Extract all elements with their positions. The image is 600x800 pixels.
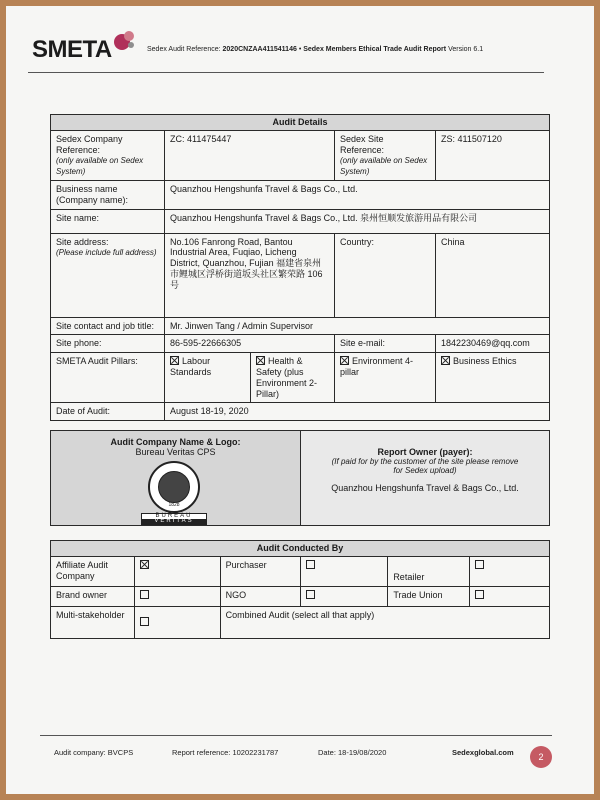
date-value: August 18-19, 2020 <box>165 403 550 421</box>
checked-box-icon <box>256 356 265 365</box>
empty-box-icon <box>475 590 484 599</box>
bureau-veritas-logo <box>141 513 207 525</box>
brand-owner-check <box>134 586 220 606</box>
site-name-label: Site name: <box>51 209 165 233</box>
business-name-label: Business name (Company name): <box>51 180 165 209</box>
logo-dots-icon <box>112 30 136 52</box>
trade-union-label: Trade Union <box>388 586 470 606</box>
purchaser-label: Purchaser <box>220 556 300 586</box>
report-owner-note: (If paid for by the customer of the site please remove for Sedex upload) <box>331 457 519 475</box>
report-owner-panel <box>301 431 549 525</box>
multi-stakeholder-label: Multi-stakeholder <box>51 606 135 638</box>
multi-stakeholder-check <box>134 606 220 638</box>
footer-company: Audit company: BVCPS <box>54 748 134 757</box>
site-name-value: Quanzhou Hengshunfa Travel & Bags Co., Ltd. 泉州恒顺发旅游用品有限公司 <box>165 209 550 233</box>
seal-year: 1828 <box>168 502 180 508</box>
pillar-labour: Labour Standards <box>165 353 251 403</box>
logo-top-text: BUREAU <box>142 514 206 519</box>
affiliate-check <box>134 556 220 586</box>
site-ref-value: ZS: 411507120 <box>436 130 550 180</box>
site-address-label: Site address: (Please include full address) <box>51 233 165 317</box>
audit-company-panel <box>51 431 301 525</box>
checked-box-icon <box>441 356 450 365</box>
pillar-environment: Environment 4-pillar <box>335 353 436 403</box>
empty-box-icon <box>306 560 315 569</box>
empty-box-icon <box>306 590 315 599</box>
email-value: 1842230469@qq.com <box>436 335 550 353</box>
company-ref-value: ZC: 411475447 <box>165 130 335 180</box>
empty-box-icon <box>140 617 149 626</box>
report-owner-value: Quanzhou Hengshunfa Travel & Bags Co., Ltd. <box>331 483 519 493</box>
audit-conducted-title: Audit Conducted By <box>51 541 550 557</box>
header-divider <box>28 72 544 73</box>
bureau-veritas-seal-icon <box>148 461 200 513</box>
contact-value: Mr. Jinwen Tang / Admin Supervisor <box>165 317 550 335</box>
checked-box-icon <box>140 560 149 569</box>
footer-site: Sedexglobal.com <box>452 748 514 757</box>
page-header <box>32 28 552 68</box>
ngo-label: NGO <box>220 586 300 606</box>
combined-audit-label: Combined Audit (select all that apply) <box>220 606 549 638</box>
checked-box-icon <box>170 356 179 365</box>
retailer-check <box>470 556 550 586</box>
pillar-business-ethics: Business Ethics <box>436 353 550 403</box>
empty-box-icon <box>140 590 149 599</box>
site-address-value: No.106 Fanrong Road, Bantou Industrial Area, Fuqiao, Licheng District, Quanzhou, Fujian 福建省泉州市鲤城区浮桥街道坂头社区繁荣路 106 号 <box>165 233 335 317</box>
checked-box-icon <box>340 356 349 365</box>
report-owner-label: Report Owner (payer): <box>377 447 473 457</box>
ngo-check <box>300 586 388 606</box>
footer-divider <box>40 735 552 736</box>
audit-company-box <box>50 430 550 526</box>
audit-conducted-table <box>50 540 550 639</box>
retailer-label: Retailer <box>388 556 470 586</box>
audit-company-name: Bureau Veritas CPS <box>135 447 216 457</box>
audit-details-table <box>50 114 550 421</box>
footer-date: Date: 18-19/08/2020 <box>318 748 387 757</box>
business-name-value: Quanzhou Hengshunfa Travel & Bags Co., Ltd. <box>165 180 550 209</box>
trade-union-check <box>470 586 550 606</box>
company-ref-label: Sedex Company Reference: (only available on Sedex System) <box>51 130 165 180</box>
header-reference: Sedex Audit Reference: 2020CNZAA411541146 • Sedex Members Ethical Trade Audit Report Version 6.1 <box>147 46 484 53</box>
affiliate-label: Affiliate Audit Company <box>51 556 135 586</box>
empty-box-icon <box>475 560 484 569</box>
date-label: Date of Audit: <box>51 403 165 421</box>
logo-bottom-text: VERITAS <box>142 519 206 525</box>
phone-label: Site phone: <box>51 335 165 353</box>
footer-report-ref: Report reference: 10202231787 <box>172 748 279 757</box>
phone-value: 86-595-22666305 <box>165 335 335 353</box>
purchaser-check <box>300 556 388 586</box>
page-number: 2 <box>530 746 552 768</box>
smeta-logo: SMETA <box>32 36 112 63</box>
audit-company-label: Audit Company Name & Logo: <box>110 437 241 447</box>
site-ref-label: Sedex Site Reference: (only available on Sedex System) <box>335 130 436 180</box>
email-label: Site e-mail: <box>335 335 436 353</box>
brand-owner-label: Brand owner <box>51 586 135 606</box>
country-value: China <box>436 233 550 317</box>
country-label: Country: <box>335 233 436 317</box>
pillar-health-safety: Health & Safety (plus Environment 2-Pillar) <box>251 353 335 403</box>
audit-details-title: Audit Details <box>51 115 550 131</box>
contact-label: Site contact and job title: <box>51 317 165 335</box>
pillars-label: SMETA Audit Pillars: <box>51 353 165 403</box>
